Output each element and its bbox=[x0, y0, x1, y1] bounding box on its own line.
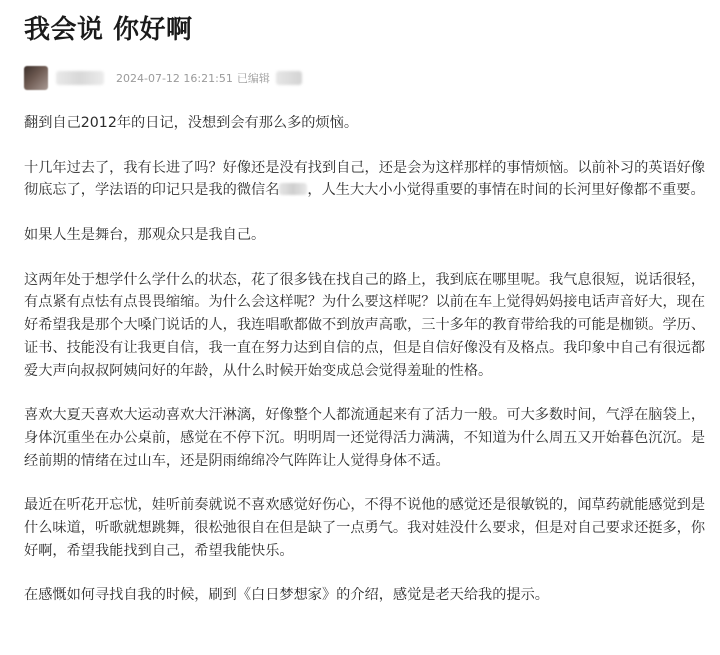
paragraph-4 bbox=[24, 269, 706, 382]
paragraph-6 bbox=[24, 494, 706, 562]
paragraph-line: 好希望我是那个大嗓门说话的人，我连唱歌都做不到放声高歌，三十多年的教育带给我的可能是枷锁。学历、 bbox=[24, 317, 706, 334]
location-redacted bbox=[276, 71, 302, 85]
paragraph-line-with-redaction bbox=[24, 179, 705, 202]
author-avatar[interactable] bbox=[24, 66, 48, 90]
paragraph-5 bbox=[24, 404, 706, 472]
post-meta bbox=[24, 66, 696, 90]
paragraph-1 bbox=[24, 112, 696, 135]
paragraph-line: 什么味道，听歌就想跳舞，很松弛很自在但是缺了一点勇气。我对娃没什么要求，但是对自己要求还挺多，你 bbox=[24, 519, 706, 536]
paragraph-line: 证书、技能没有让我更自信，我一直在努力达到自信的点，但是自信好像没有及格点。我印象中自己有很远都 bbox=[24, 339, 706, 356]
paragraph-line: 好啊，希望我能找到自己，希望我能快乐。 bbox=[24, 542, 294, 559]
author-name-redacted[interactable] bbox=[56, 71, 104, 85]
paragraph-line: 在感慨如何寻找自我的时候，刷到《白日梦想家》的介绍，感觉是老天给我的提示。 bbox=[24, 587, 549, 604]
edited-label: 已编辑 bbox=[236, 72, 270, 85]
paragraph-line-part: ，人生大大小小觉得重要的事情在时间的长河里好像都不重要。 bbox=[307, 182, 705, 199]
paragraph-line: 十几年过去了，我有长进了吗？好像还是没有找到自己，还是会为这样那样的事情烦恼。以前补习的英语好像 bbox=[24, 159, 706, 176]
paragraph-3 bbox=[24, 224, 696, 247]
paragraph-line: 最近在听花开忘忧，娃听前奏就说不喜欢感觉好伤心，不得不说他的感觉还是很敏锐的，闻草药就能感觉到是 bbox=[24, 497, 706, 514]
paragraph-line: 翻到自己2012年的日记，没想到会有那么多的烦恼。 bbox=[24, 115, 359, 131]
post-title: 我会说 你好啊 bbox=[24, 15, 193, 45]
paragraph-7 bbox=[24, 584, 696, 607]
paragraph-line: 有点紧有点怯有点畏畏缩缩。为什么会这样呢？为什么要这样呢？以前在车上觉得妈妈接电话声音好大，现在 bbox=[24, 294, 706, 311]
paragraph-line: 这两年处于想学什么学什么的状态，花了很多钱在找自己的路上，我到底在哪里呢。我气息很短，说话很轻， bbox=[24, 271, 706, 288]
paragraph-line-part: 彻底忘了，学法语的印记只是我的微信名 bbox=[24, 182, 280, 199]
wechat-name-redacted bbox=[279, 183, 307, 195]
paragraph-line: 爱大声向叔叔阿姨问好的年龄，从什么时候开始变成总会觉得羞耻的性格。 bbox=[24, 362, 493, 379]
paragraph-line: 喜欢大夏天喜欢大运动喜欢大汗淋漓，好像整个人都流通起来有了活力一般。可大多数时间，气浮在脑袋上， bbox=[24, 407, 706, 424]
paragraph-2 bbox=[24, 157, 706, 202]
paragraph-line: 经前期的情绪在过山车，还是阴雨绵绵冷气阵阵让人觉得身体不适。 bbox=[24, 452, 450, 469]
paragraph-line: 如果人生是舞台，那观众只是我自己。 bbox=[24, 227, 266, 244]
post-timestamp: 2024-07-12 16:21:51 bbox=[116, 71, 233, 85]
post-body bbox=[24, 112, 706, 607]
paragraph-line: 身体沉重坐在办公桌前，感觉在不停下沉。明明周一还觉得活力满满，不知道为什么周五又开始暮色沉沉。是 bbox=[24, 429, 706, 446]
